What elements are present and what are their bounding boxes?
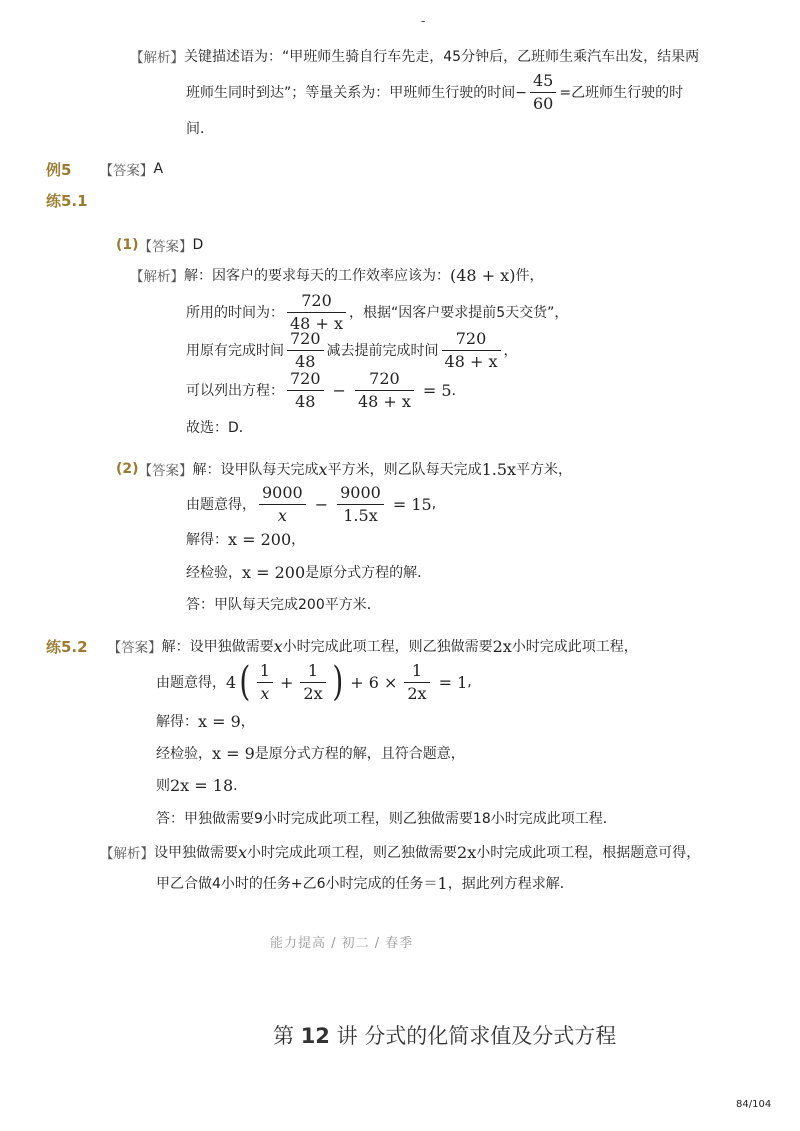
page-number: 84/104 — [736, 1099, 772, 1110]
plus-sign: + — [279, 672, 294, 692]
fraction-1-over-2x — [300, 661, 325, 704]
q2-line-3 — [186, 528, 305, 550]
q2-line-2 — [186, 482, 436, 526]
answer-tag: 【答案】 — [138, 239, 193, 255]
variable-x: x — [318, 459, 328, 479]
q1-line-4-text: 可以列出方程： — [186, 383, 284, 399]
fraction-1-over-2x — [404, 661, 429, 704]
p52-line-4-tail: 是原分式方程的解，且符合题意， — [254, 746, 465, 762]
p52-analysis-text-a: 设甲独做需要 — [154, 845, 238, 861]
answer-value: D — [192, 237, 204, 253]
period: ． — [233, 778, 248, 794]
p52-line-2-text: 由题意得， — [156, 675, 226, 691]
q1-analysis-line-3 — [186, 328, 518, 372]
q1-unit-text: 件， — [515, 268, 544, 284]
right-paren-icon: ) — [331, 659, 343, 705]
q2-text-c: 平方米， — [516, 462, 573, 478]
p52-line-2 — [156, 658, 472, 706]
analysis-block-1 — [130, 44, 699, 68]
top-mark: - — [421, 14, 426, 28]
fraction-numerator: 45 — [532, 70, 554, 90]
p52-analysis-line-1 — [100, 841, 700, 863]
practice-5-2-label: 练5.2 — [46, 637, 88, 656]
analysis-tag: 【解析】 — [130, 50, 184, 66]
fraction-720-over-48x — [442, 329, 501, 372]
fraction-denominator: 60 — [530, 92, 556, 114]
fraction-numerator: 9000 — [262, 482, 303, 502]
p52-line-4 — [156, 742, 465, 764]
variable-2x: 2x — [457, 842, 477, 862]
comma: ， — [291, 532, 306, 548]
analysis-tag: 【解析】 — [100, 846, 154, 862]
p52-line-3 — [156, 710, 255, 732]
p52-line-5 — [156, 774, 247, 796]
fraction-numerator: 720 — [369, 368, 400, 388]
q1-line-3-text: 用原有完成时间 — [186, 343, 284, 359]
fraction-720-over-48x — [355, 369, 414, 412]
analysis-tag: 【解析】 — [130, 269, 184, 285]
p52-text-b: 小时完成此项工程，则乙独做需要 — [282, 639, 493, 655]
q2-line-2-text: 由题意得， — [186, 497, 256, 513]
analysis-line-2 — [186, 70, 683, 114]
fraction-numerator: 1 — [411, 660, 423, 680]
p52-answer-statement: 答：甲独做需要9小时完成此项工程，则乙独做需要18小时完成此项工程． — [156, 811, 617, 827]
p52-text-c: 小时完成此项工程， — [511, 639, 638, 655]
coefficient: 4 — [226, 672, 237, 692]
q1-line-2-tail: ，根据“因客户要求提前5天交货”， — [348, 305, 569, 321]
variable-x: x — [273, 636, 283, 656]
p52-line-4-text: 经检验， — [156, 746, 212, 762]
example-5 — [46, 158, 163, 180]
q1-analysis-line-4 — [186, 368, 466, 412]
p52-analysis-text-c: 小时完成此项工程，根据题意可得， — [476, 845, 701, 861]
equation-rhs: = 1 — [438, 672, 468, 692]
check-expression: x = 9 — [212, 743, 255, 763]
chapter-number: 12 — [300, 1024, 330, 1048]
q1-analysis-text: 解：因客户的要求每天的工作效率应该为： — [184, 268, 450, 284]
question-number: (1) — [116, 237, 139, 253]
fraction-denominator: 48 + x — [442, 350, 501, 372]
q1-rate-expression: (48 + x) — [450, 265, 516, 285]
q1-line-3-tail: ， — [503, 343, 518, 359]
fraction-numerator: 720 — [290, 328, 321, 348]
q1-line-2-text: 所用的时间为： — [186, 305, 284, 321]
practice-5-1-q1-answer — [116, 234, 203, 256]
question-number: (2) — [116, 461, 139, 477]
q2-answer-statement: 答：甲队每天完成200平方米． — [186, 597, 381, 613]
q2-text-a: 解：设甲队每天完成 — [192, 462, 319, 478]
p52-text-a: 解：设甲独做需要 — [161, 639, 274, 655]
practice-5-2-line-1 — [46, 634, 638, 658]
answer-tag: 【答案】 — [138, 463, 193, 479]
minus-sign: − — [332, 380, 346, 400]
left-paren-icon: ( — [239, 659, 251, 705]
q2-line-4-tail: 是原分式方程的解． — [305, 565, 432, 581]
p52-line-3-text: 解得： — [156, 714, 198, 730]
chapter-prefix: 第 — [273, 1024, 294, 1048]
analysis-line-3: 间． — [186, 121, 214, 137]
chapter-title — [273, 1020, 616, 1050]
analysis-line-2-tail: =乙班师生行驶的时 — [559, 85, 684, 101]
fraction-numerator: 720 — [301, 290, 332, 310]
fraction-denominator: 48 — [287, 350, 324, 372]
course-footer: 能力提高 / 初二 / 春季 — [270, 936, 414, 951]
example-5-answer: A — [153, 161, 164, 177]
fraction-9000-over-1-5x — [337, 483, 384, 526]
result-expression: 2x = 18 — [170, 775, 234, 795]
fraction-1-over-x — [257, 661, 273, 704]
variable-2x: 2x — [492, 636, 512, 656]
fraction-denominator: 1.5x — [337, 504, 384, 526]
q1-conclusion: 故选：D． — [186, 420, 253, 436]
practice-5-1-label: 练5.1 — [46, 192, 88, 210]
p52-analysis-text-d: 甲乙合做4小时的任务+乙6小时完成的任务＝ — [156, 876, 438, 892]
fraction-denominator: 2x — [404, 682, 429, 704]
solution-expression: x = 200 — [228, 529, 292, 549]
fraction-denominator: 48 — [287, 390, 324, 412]
solution-expression: x = 9 — [198, 711, 241, 731]
comma: ， — [240, 714, 255, 730]
answer-tag: 【答案】 — [99, 163, 154, 179]
fraction-720-over-48 — [287, 329, 324, 372]
q2-line-4 — [186, 561, 431, 583]
p52-analysis-text-b: 小时完成此项工程，则乙独做需要 — [247, 845, 458, 861]
analysis-line-1: 关键描述语为：“甲班师生骑自行车先走，45分钟后，乙班师生乘汽车出发，结果两 — [184, 49, 700, 65]
period: ． — [451, 383, 466, 399]
variable-1-5x: 1.5x — [481, 459, 517, 479]
p52-analysis-line-2 — [156, 872, 574, 894]
fraction-numerator: 1 — [307, 660, 319, 680]
fraction-numerator: 720 — [455, 328, 487, 348]
p52-line-5-text: 则 — [156, 778, 170, 794]
q2-text-b: 平方米，则乙队每天完成 — [327, 462, 482, 478]
practice-5-1-q2-line-1 — [116, 457, 572, 481]
fraction-numerator: 9000 — [340, 482, 381, 502]
total-work-one: 1 — [437, 873, 448, 893]
q2-line-4-text: 经检验， — [186, 565, 242, 581]
plus-six-times: + 6 × — [350, 672, 398, 692]
example-5-label: 例5 — [46, 160, 72, 179]
fraction-denominator: x — [257, 682, 273, 704]
fraction-9000-over-x — [259, 483, 306, 526]
analysis-line-2-text: 班师生同时到达”；等量关系为：甲班师生行驶的时间− — [186, 85, 527, 101]
fraction-45-60 — [530, 71, 556, 114]
check-expression: x = 200 — [242, 562, 306, 582]
p52-analysis-text-e: ，据此列方程求解． — [447, 876, 574, 892]
fraction-numerator: 720 — [290, 368, 321, 388]
fraction-720-over-48 — [287, 369, 324, 412]
minus-sign: − — [314, 494, 329, 514]
equation-rhs: = 5 — [422, 380, 452, 400]
equation-rhs: = 15 — [392, 494, 432, 514]
fraction-numerator: 1 — [259, 660, 270, 680]
q2-line-3-text: 解得： — [186, 532, 228, 548]
answer-tag: 【答案】 — [107, 640, 162, 656]
fraction-denominator: 2x — [300, 682, 325, 704]
comma: , — [431, 496, 437, 512]
fraction-denominator: 48 + x — [355, 390, 414, 412]
fraction-denominator: x — [259, 504, 306, 526]
fraction-denominator: 48 + x — [287, 312, 346, 334]
q1-line-3-mid: 减去提前完成时间 — [326, 343, 439, 359]
q1-analysis-line-1 — [130, 263, 543, 287]
variable-x: x — [238, 842, 248, 862]
chapter-suffix: 讲 分式的化简求值及分式方程 — [336, 1024, 617, 1048]
comma: , — [467, 674, 472, 690]
